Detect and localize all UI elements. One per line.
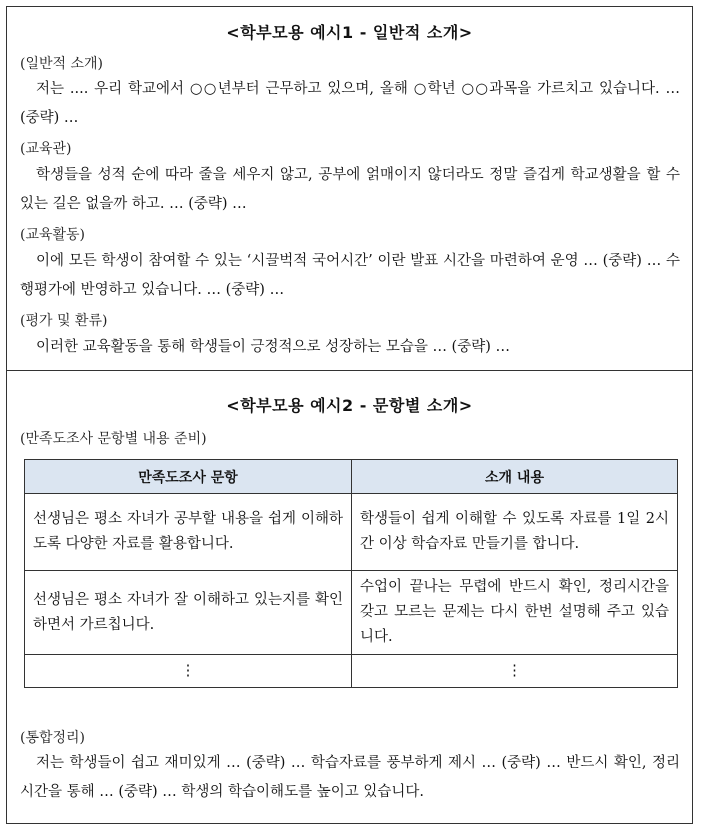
ellipsis-cell: ⋮ <box>25 655 352 688</box>
header-survey-item: 만족도조사 문항 <box>25 460 352 494</box>
survey-item-cell: 선생님은 평소 자녀가 잘 이해하고 있는지를 확인하면서 가르칩니다. <box>25 571 352 655</box>
activity-text: 이에 모든 학생이 참여할 수 있는 ‘시끌벅적 국어시간’ 이란 발표 시간을 마련하여 운영 … (중략) … 수행평가에 반영하고 있습니다. … (중략) … <box>20 253 680 298</box>
section1-title: <학부모용 예시1 - 일반적 소개> <box>226 23 473 42</box>
survey-table <box>24 459 678 688</box>
intro-content-cell: 학생들이 쉽게 이해할 수 있도록 자료를 1일 2시간 이상 학습자료 만들기를 합니다. <box>352 494 678 571</box>
intro-content-cell: 수업이 끝나는 무렵에 반드시 확인, 정리시간을 갖고 모르는 문제는 다시 한번 설명해 주고 있습니다. <box>352 571 678 655</box>
section-divider <box>6 370 693 371</box>
table-row <box>25 494 678 571</box>
section2-title: <학부모용 예시2 - 문항별 소개> <box>226 396 473 415</box>
philosophy-label: (교육관) <box>20 141 72 157</box>
table-row <box>25 655 678 688</box>
intro-label: (일반적 소개) <box>20 56 103 72</box>
philosophy-text: 학생들을 성적 순에 따라 줄을 세우지 않고, 공부에 얽매이지 않더라도 정말 즐겁게 학교생활을 할 수 있는 길은 없을까 하고. … (중략) … <box>20 167 680 212</box>
summary-label: (통합정리) <box>20 730 86 746</box>
survey-item-cell: 선생님은 평소 자녀가 공부할 내용을 쉽게 이해하도록 다양한 자료를 활용합니다. <box>25 494 352 571</box>
summary-text: 저는 학생들이 쉽고 재미있게 … (중략) … 학습자료를 풍부하게 제시 … (중략) … 반드시 확인, 정리시간을 통해 … (중략) … 학생의 학습이해도를 높이고 있습니다. <box>20 755 680 800</box>
header-intro-content: 소개 내용 <box>352 460 678 494</box>
ellipsis-cell: ⋮ <box>352 655 678 688</box>
intro-text: 저는 .... 우리 학교에서 ○○년부터 근무하고 있으며, 올해 ○학년 ○○과목을 가르치고 있습니다. … (중략) … <box>20 81 680 126</box>
table-row <box>25 571 678 655</box>
evaluation-label: (평가 및 환류) <box>20 313 108 329</box>
evaluation-text: 이러한 교육활동을 통해 학생들이 긍정적으로 성장하는 모습을 … (중략) … <box>36 339 510 355</box>
table-header-row <box>25 460 678 494</box>
prep-label: (만족도조사 문항별 내용 준비) <box>20 431 207 447</box>
activity-label: (교육활동) <box>20 227 86 243</box>
